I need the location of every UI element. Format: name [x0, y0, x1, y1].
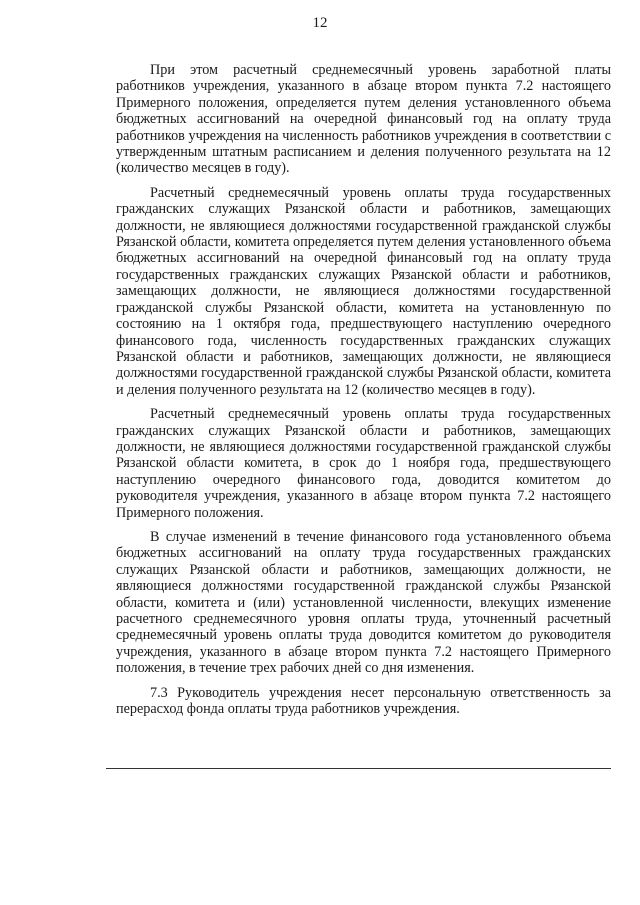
paragraph-salary-calculation: При этом расчетный среднемесячный уровень заработной платы работников учреждения, указанного в абзаце втором пункта 7.2 настоящего Примерного положения, определяется путем деления установленного объема бюджетных ассигнований на очередной финансовый год на оплату труда работников учреждения на численность работников учреждения в соответствии с утвержденным штатным расписанием и деления полученного результата на 12 (количество месяцев в году).	[116, 62, 611, 177]
paragraph-budget-changes: В случае изменений в течение финансового года установленного объема бюджетных ассигнований на оплату труда государственных гражданских служащих Рязанской области и работников, замещающих должности, не являющиеся должностями государственной гражданской службы Рязанской области, комитета и (или) установленной численности, влекущих изменение расчетного среднемесячного уровня оплаты труда, уточненный расчетный среднемесячный уровень оплаты труда доводится комитетом до руководителя учреждения, указанного в абзаце втором пункта 7.2 настоящего Примерного положения, в течение трех рабочих дней со дня изменения.	[116, 528, 611, 677]
page-number: 12	[312, 15, 328, 31]
document-body	[116, 62, 611, 717]
paragraph-section-7-3: 7.3 Руководитель учреждения несет персональную ответственность за перерасход фонда оплаты труда работников учреждения.	[116, 684, 611, 718]
closing-rule	[106, 768, 611, 769]
paragraph-civil-servants-level: Расчетный среднемесячный уровень оплаты труда государственных гражданских служащих Рязанской области и работников, замещающих должности, не являющиеся должностями государственной гражданской службы Рязанской области, комитета определяется путем деления установленного объема бюджетных ассигнований на очередной финансовый год на оплату труда государственных гражданских служащих Рязанской области и работников, замещающих должности, не являющиеся должностями государственной гражданской службы Рязанской области, комитета на установленную по состоянию на 1 октября года, предшествующего наступлению очередного финансового года, численность государственных гражданских служащих Рязанской области и работников, замещающих должности, не являющиеся должностями государственной гражданской службы Рязанской области, комитета и деления полученного результата на 12 (количество месяцев в году).	[116, 184, 611, 398]
paragraph-communication-deadline: Расчетный среднемесячный уровень оплаты труда государственных гражданских служащих Рязанской области и работников, замещающих должности, не являющиеся должностями государственной гражданской службы Рязанской области комитета, в срок до 1 ноября года, предшествующего наступлению очередного финансового года, доводится комитетом до руководителя учреждения, указанного в абзаце втором пункта 7.2 настоящего Примерного положения.	[116, 406, 611, 521]
